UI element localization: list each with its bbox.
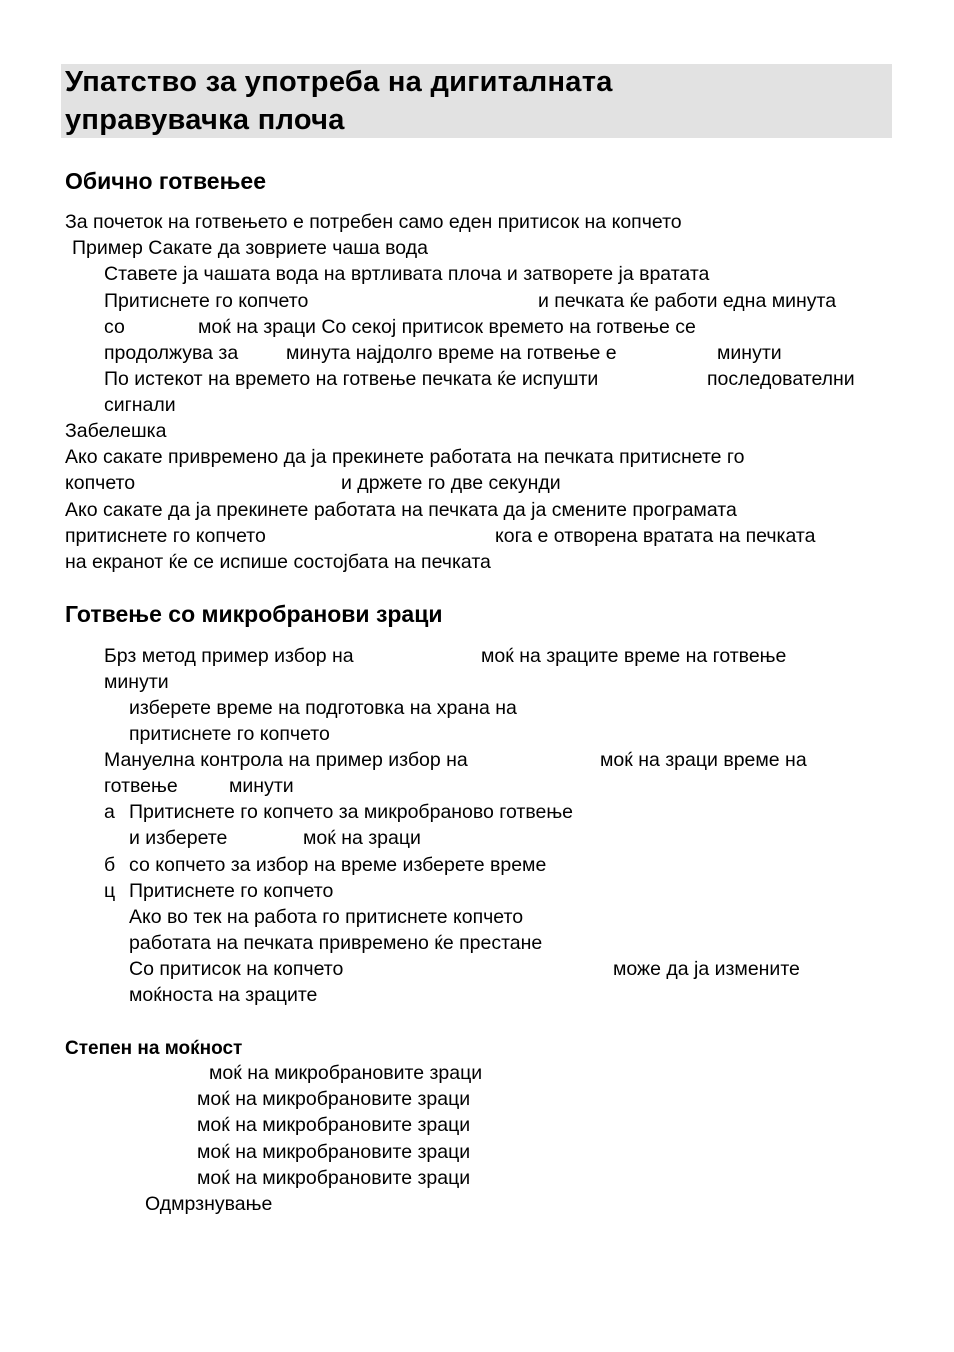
step-text: и изберете [129,827,228,849]
quick-method-line: минути [104,671,169,693]
section-heading-microwave: Готвење со микробранови зраци [65,601,443,627]
note-line: Ако сакате да ја прекинете работата на печката да ја смените програмата [65,499,737,521]
quick-method-line: Брз метод пример избор на [104,645,354,667]
step-text: Притиснете го копчето [129,880,334,902]
manual-control-line-cont: минути [229,775,294,797]
quick-method-step: изберете време на подготовка на храна на [129,697,517,719]
step-line: Притиснете го копчето [104,290,309,312]
note-line: Ако сакате привремено да ја прекинете работата на печката притиснете го [65,446,745,468]
body-line: За почеток на готвењето е потребен само еден притисок на копчето [65,211,682,233]
step-marker: б [104,854,116,876]
step-line: сигнали [104,394,176,416]
note-line: на екранот ќе се испише состојбата на печката [65,551,491,573]
section-heading-power-level: Степен на моќност [65,1038,243,1059]
note-line: копчето [65,472,136,494]
step-line-cont: последователни [707,368,855,390]
manual-control-line-cont: моќ на зраци време на [600,749,807,771]
step-marker: а [104,801,115,823]
power-level-defrost: Одмрзнување [145,1193,273,1215]
power-level-item: моќ на микробрановите зраци [197,1141,471,1163]
page-title-line-1: Упатство за употреба на дигиталната [65,66,613,98]
note-line-cont: кога е отворена вратата на печката [495,525,816,547]
step-marker: ц [104,880,116,902]
power-level-item: моќ на микробрановите зраци [197,1088,471,1110]
power-level-item: моќ на микробрановите зраци [197,1167,471,1189]
info-line: моќноста на зраците [129,984,318,1006]
power-level-item: моќ на микробрановите зраци [209,1062,483,1084]
step-line-cont: минути [717,342,782,364]
step-line-cont: и печката ќе работи една минута [538,290,837,312]
step-text: со копчето за избор на време изберете време [129,854,547,876]
step-line: со [104,316,125,338]
manual-control-line: Мануелна контрола на пример избор на [104,749,468,771]
power-level-item: моќ на микробрановите зраци [197,1114,471,1136]
section-heading-ordinary-cooking: Обично готвењее [65,168,266,194]
step-line-cont: моќ на зраци Со секој притисок времето на готвење се [198,316,696,338]
step-text-cont: моќ на зраци [303,827,421,849]
note-line: притиснете го копчето [65,525,266,547]
info-line-cont: може да ја измените [613,958,800,980]
info-line: Со притисок на копчето [129,958,344,980]
example-line: Пример Сакате да зовриете чаша вода [72,237,428,259]
step-text: Притиснете го копчето за микробраново готвење [129,801,574,823]
step-line: Ставете ја чашата вода на вртливата плоча и затворете ја вратата [104,263,710,285]
info-line: работата на печката привремено ќе престане [129,932,543,954]
note-label: Забелешка [65,420,167,442]
step-line: продолжува за [104,342,239,364]
quick-method-line-cont: моќ на зраците време на готвење [481,645,787,667]
page-title-line-2: управувачка плоча [65,104,345,136]
quick-method-step: притиснете го копчето [129,723,330,745]
info-line: Ако во тек на работа го притиснете копчето [129,906,524,928]
step-line: По истекот на времето на готвење печката ќе испушти [104,368,599,390]
step-line-cont: минута најдолго време на готвење е [286,342,617,364]
manual-control-line: готвење [104,775,178,797]
note-line-cont: и држете го две секунди [341,472,561,494]
